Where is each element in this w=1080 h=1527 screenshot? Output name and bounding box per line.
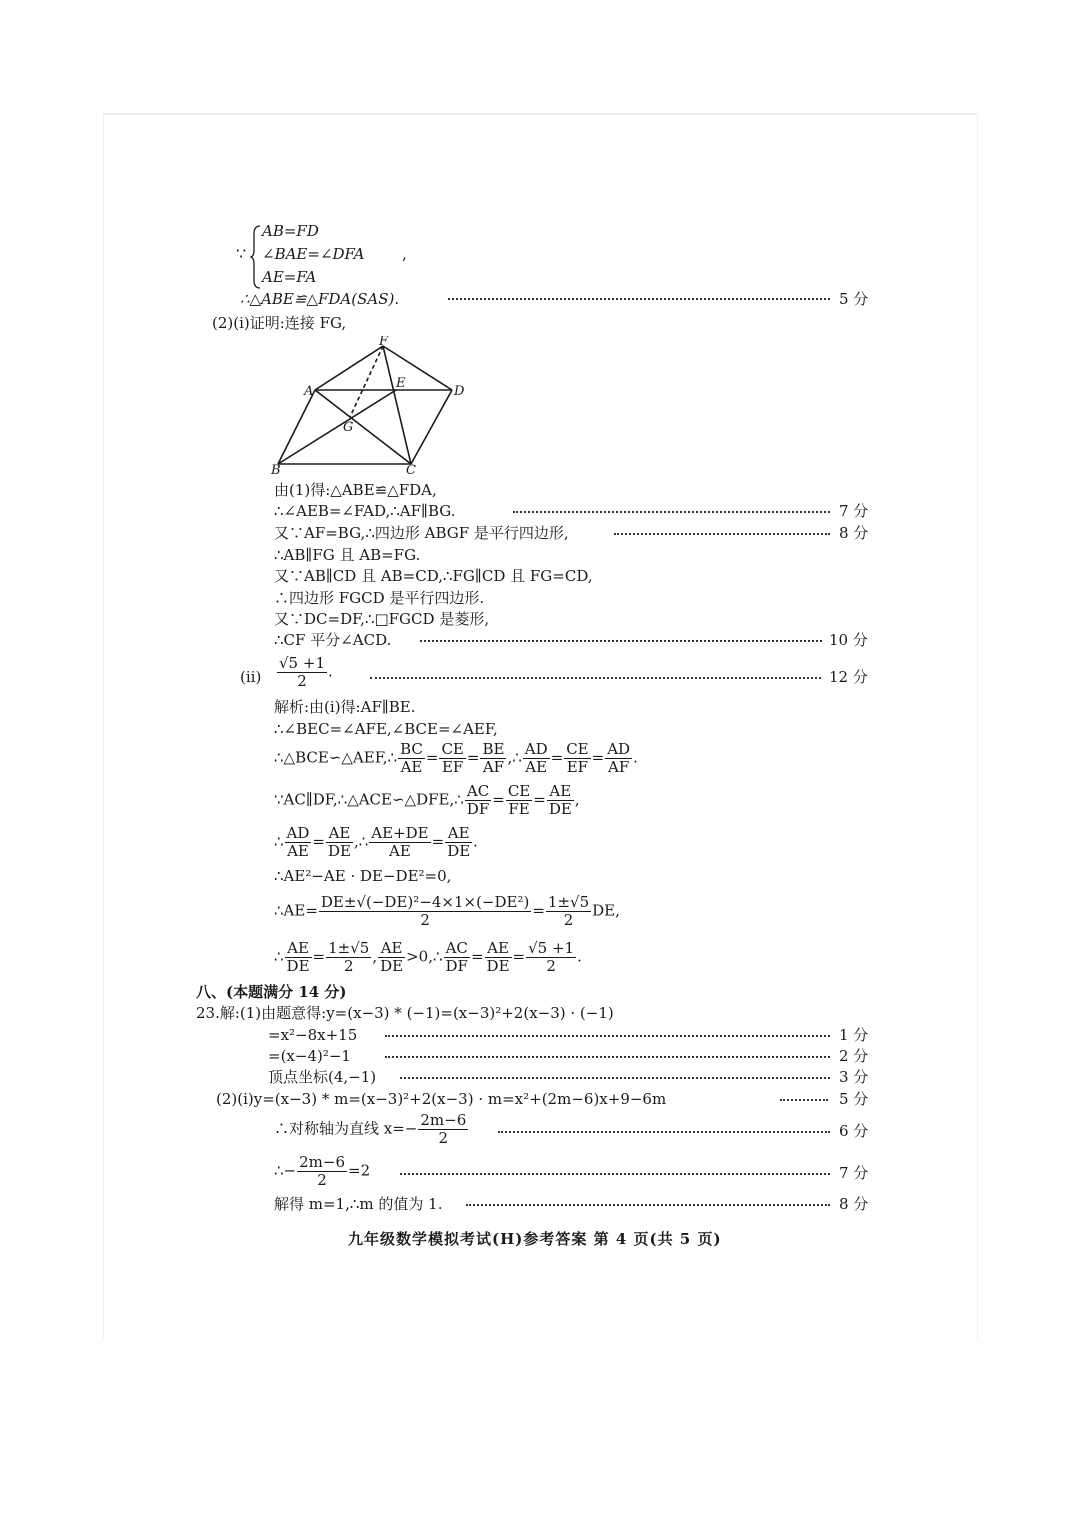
proof-line: ∴CF 平分∠ACD.	[274, 631, 392, 649]
label-g: G	[343, 420, 354, 435]
part2ii-answer: $\frac{√5 +1}{2}$ .	[279, 654, 333, 690]
label-b: B	[271, 463, 281, 476]
solve-line: ∴AE= $\frac{\text{DE±√(−DE)²−4×1×(−DE²)}}{2}$ = $\frac{1\pm√5}{2}$ DE,	[274, 893, 620, 929]
analysis-line: 解析:由(ⅰ)得:AF∥BE.	[274, 698, 416, 716]
score-3: 3 分	[839, 1068, 869, 1086]
score-2: 2 分	[839, 1047, 869, 1065]
proof-line: 又∵DC=DF,∴□FGCD 是菱形,	[274, 610, 490, 628]
label-d: D	[454, 384, 465, 399]
score-8: 8 分	[839, 524, 869, 542]
part2ii-label: (ⅱ)	[240, 668, 262, 686]
similarity-line-1: ∴△BCE∽△AEF,∴ $\frac{BC}{AE}$ = $\frac{CE}{EF}$ = $\frac{BE}{AF}$ ,∴ $\frac{AD}{AE}$ = $\frac{CE}{EF}$ = $\frac{AD}{AF}$ .	[274, 740, 638, 776]
final-ratio-line: ∴ $\frac{AE}{DE}$ = $\frac{1\pm√5}{2}$ , $\frac{AE}{DE}$ >0,∴ $\frac{AC}{DF}$ = $\frac{AE}{DE}$ = $\frac{√5 +1}{2}$ .	[274, 939, 582, 975]
brace-icon	[250, 224, 262, 290]
score-6: 6 分	[839, 1122, 869, 1140]
label-a: A	[304, 384, 314, 399]
part-2-line: (2)(ⅰ)y=(x−3) * m=(x−3)²+2(x−3) · m=x²+(2m−6)x+9−6m	[216, 1090, 667, 1108]
brace-line-1: AB=FD	[262, 222, 319, 240]
score-5: 5 分	[839, 290, 869, 308]
part2i-heading: (2)(ⅰ)证明:连接 FG,	[212, 314, 347, 332]
similarity-line-2: ∵AC∥DF,∴△ACE∽△DFE,∴ $\frac{AC}{DF}$ = $\frac{CE}{FE}$ = $\frac{AE}{DE}$ ,	[274, 782, 580, 818]
label-c: C	[406, 463, 416, 476]
score-12: 12 分	[829, 668, 868, 686]
label-f: F	[379, 336, 389, 349]
sas-conclusion: ∴△ABE≌△FDA(SAS).	[240, 290, 400, 308]
trailing-comma: ,	[402, 245, 407, 263]
proof-line: 又∵AF=BG,∴四边形 ABGF 是平行四边形,	[274, 524, 569, 542]
score-5b: 5 分	[839, 1090, 869, 1108]
leader-dots	[420, 638, 822, 642]
proof-line: ∴∠AEB=∠FAD,∴AF∥BG.	[274, 502, 456, 520]
ratio-line: ∴ $\frac{AD}{AE}$ = $\frac{AE}{DE}$ ,∴ $\frac{AE+DE}{AE}$ = $\frac{AE}{DE}$ .	[274, 824, 478, 860]
angles-line: ∴∠BEC=∠AFE,∠BCE=∠AEF,	[274, 720, 498, 738]
proof-line: ∴四边形 FGCD 是平行四边形.	[274, 589, 485, 607]
page-footer: 九年级数学模拟考试(H)参考答案 第 4 页(共 5 页)	[348, 1230, 722, 1248]
proof-line: ∴AB∥FG 且 AB=FG.	[274, 546, 421, 564]
axis-line: ∴对称轴为直线 x=− $\frac{2m-6}{2}$	[274, 1111, 467, 1147]
leader-dots	[614, 531, 830, 535]
leader-dots	[448, 296, 830, 300]
geometry-figure	[268, 336, 468, 476]
leader-dots	[498, 1129, 830, 1133]
score-8b: 8 分	[839, 1195, 869, 1213]
brace-line-3: AE=FA	[262, 268, 317, 286]
leader-dots	[385, 1033, 830, 1037]
leader-dots	[466, 1202, 830, 1206]
proof-line: 由(1)得:△ABE≌△FDA,	[274, 481, 437, 499]
solution-line: 解得 m=1,∴m 的值为 1.	[274, 1195, 443, 1213]
step-2: =(x−4)²−1	[268, 1047, 351, 1065]
step-1: =x²−8x+15	[268, 1026, 358, 1044]
because-symbol: ∵	[236, 244, 247, 263]
answer-fraction: $\frac{√5 +1}{2}$	[279, 654, 325, 690]
quadratic-line: ∴AE²−AE · DE−DE²=0,	[274, 867, 452, 885]
score-1: 1 分	[839, 1026, 869, 1044]
score-7: 7 分	[839, 502, 869, 520]
leader-dots	[400, 1171, 830, 1175]
q23-line: 23.解:(1)由题意得:y=(x−3) * (−1)=(x−3)²+2(x−3) · (−1)	[196, 1004, 614, 1022]
leader-dots	[780, 1097, 828, 1101]
step-3: 顶点坐标(4,−1)	[268, 1068, 377, 1086]
brace-line-2: ∠BAE=∠DFA	[262, 245, 365, 263]
leader-dots	[513, 509, 830, 513]
equation-line: ∴− $\frac{2m-6}{2}$ =2	[274, 1153, 371, 1189]
section-8-heading: 八、(本题满分 14 分)	[196, 983, 347, 1001]
label-e: E	[396, 376, 406, 391]
score-7b: 7 分	[839, 1164, 869, 1182]
score-10: 10 分	[829, 631, 868, 649]
proof-line: 又∵AB∥CD 且 AB=CD,∴FG∥CD 且 FG=CD,	[274, 567, 593, 585]
leader-dots	[385, 1054, 830, 1058]
leader-dots	[370, 675, 821, 679]
leader-dots	[400, 1075, 830, 1079]
